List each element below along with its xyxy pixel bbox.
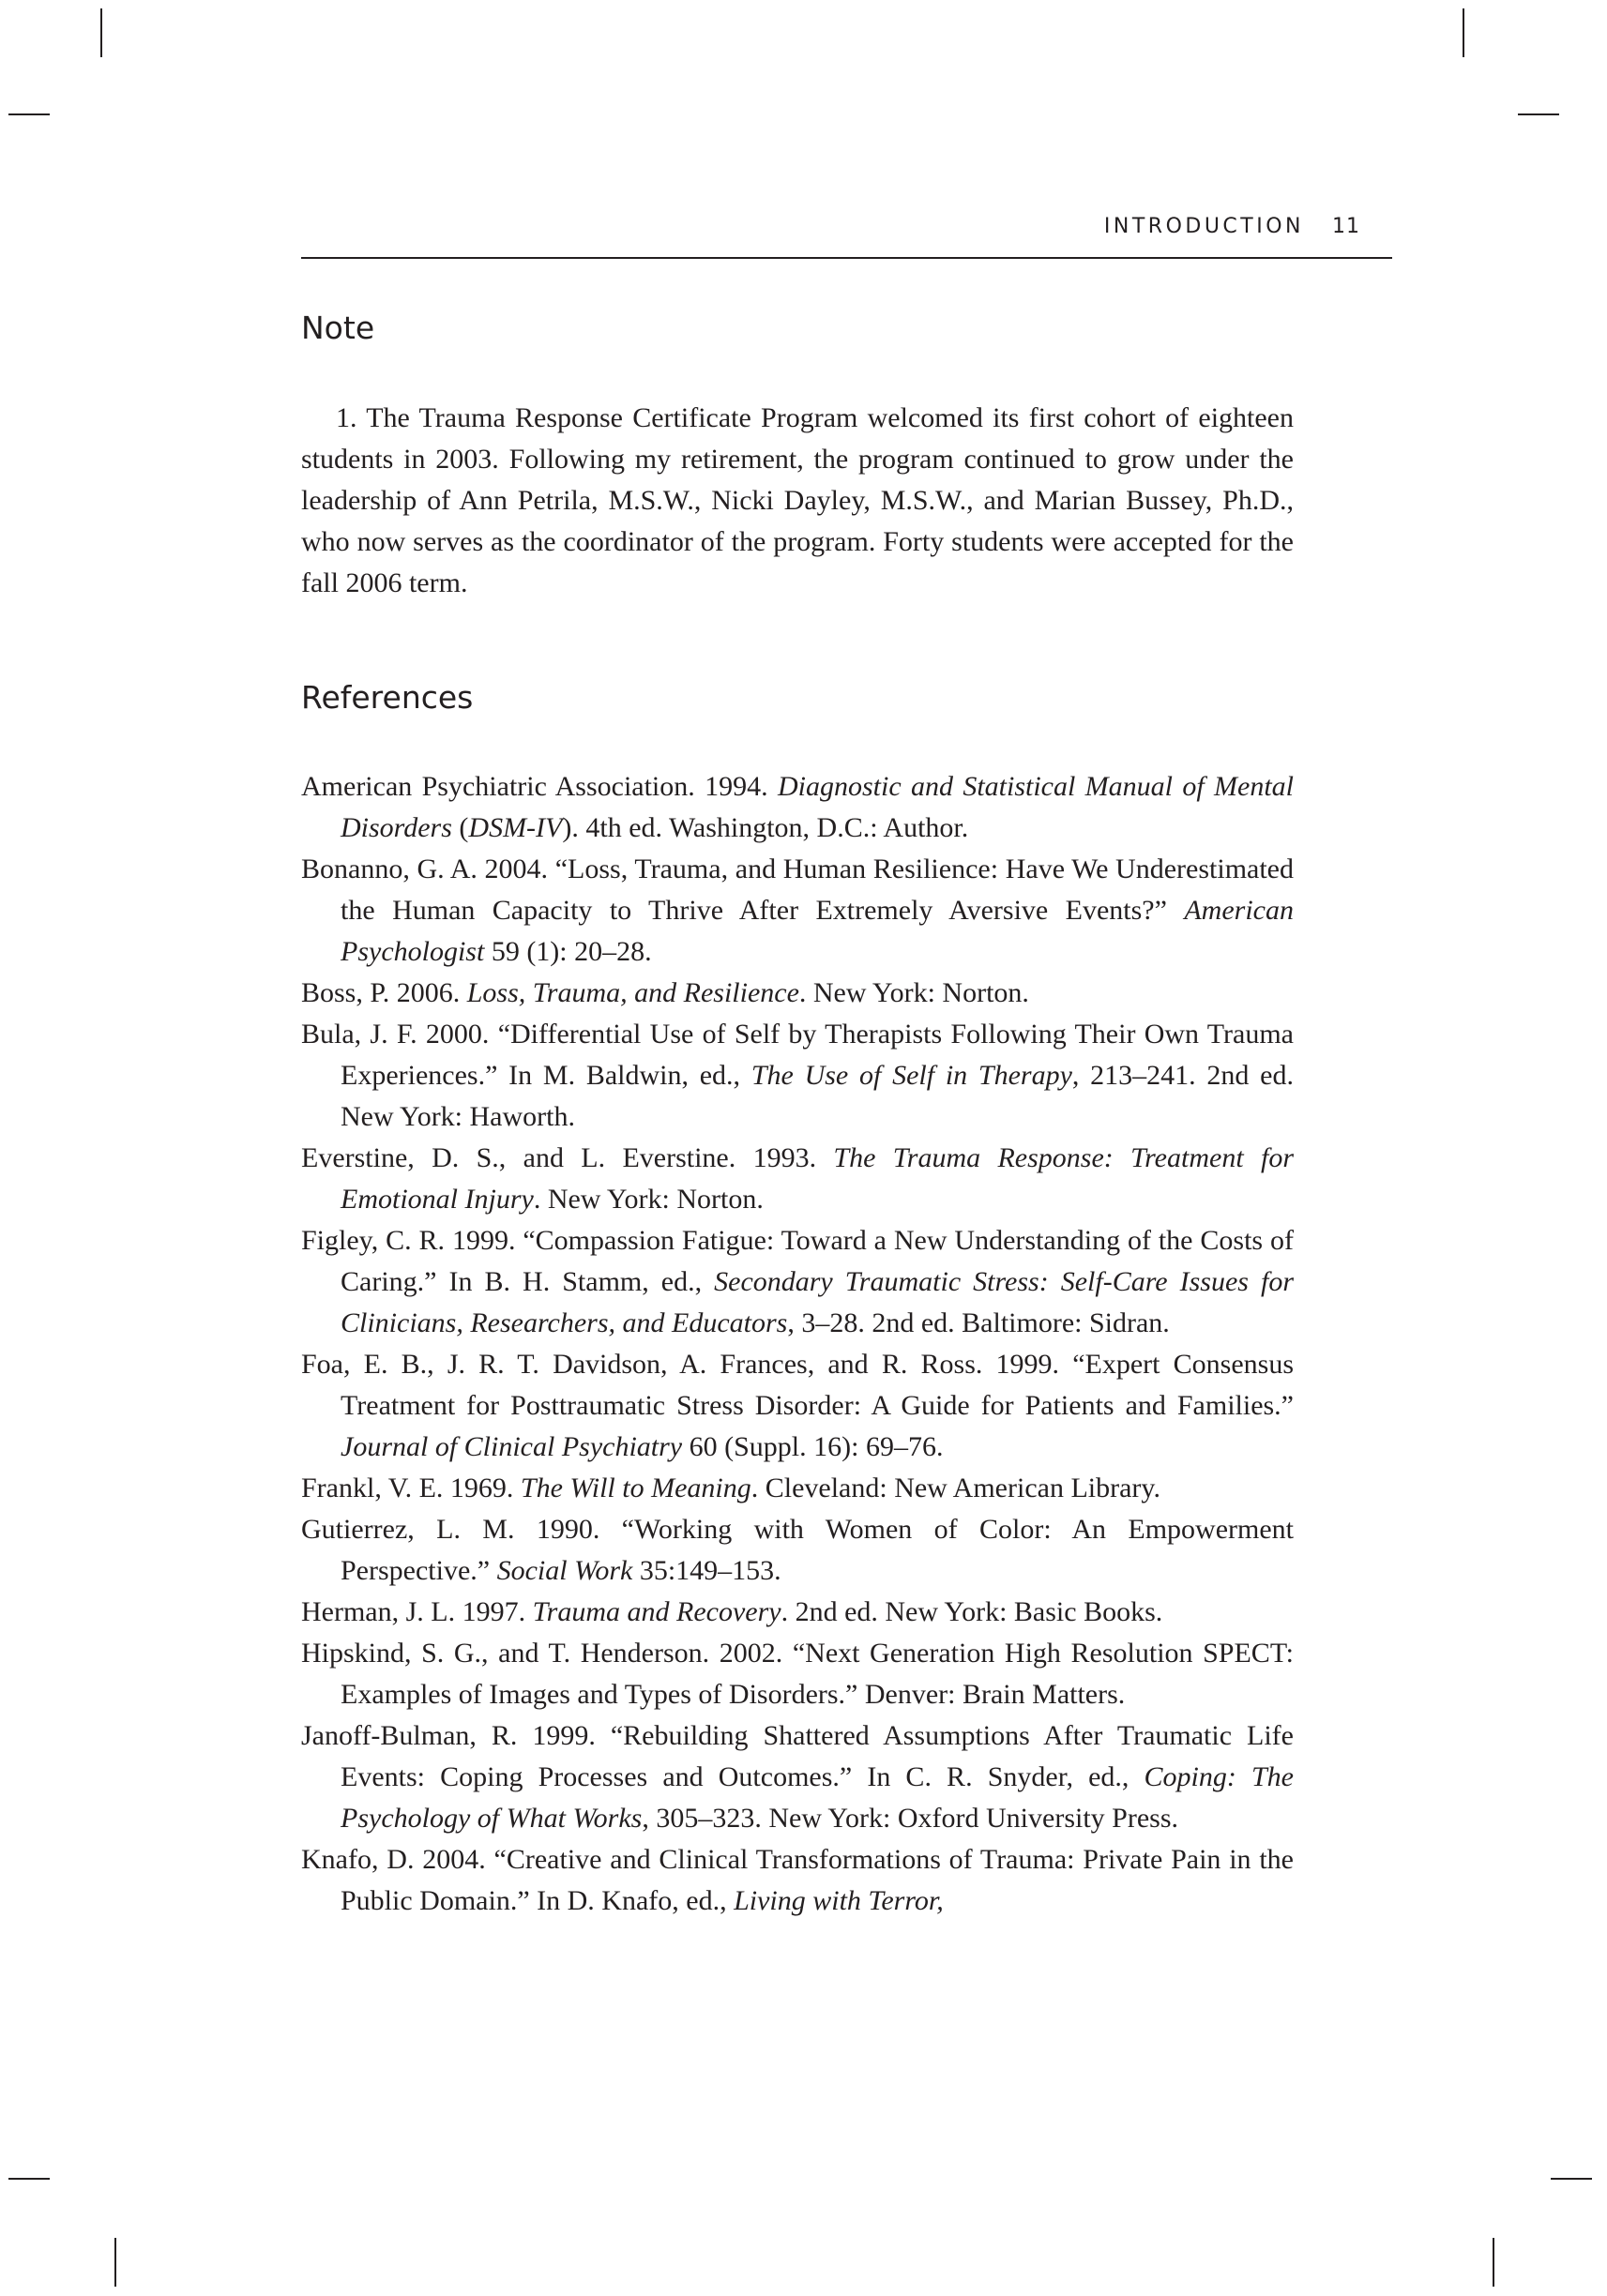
- reference-text: 35:149–153.: [632, 1555, 781, 1586]
- reference-entry: [301, 1014, 1294, 1138]
- crop-mark-top-right-horizontal: [1518, 113, 1559, 115]
- reference-entry: [301, 1220, 1294, 1344]
- reference-entry: [301, 973, 1294, 1014]
- reference-title: The Trauma Response: Treatment for Emotional Injury: [341, 1142, 1294, 1215]
- reference-title: Trauma and Recovery: [532, 1596, 781, 1627]
- note-paragraph: 1. The Trauma Response Certificate Program welcomed its first cohort of eighteen students in 2003. Following my retirement, the program continued to grow under the leadership of Ann Petrila, M.S.W., Nicki Dayley, M.S.W., and Marian Bussey, Ph.D., who now serves as the coordinator of the program. Forty students were accepted for the fall 2006 term.: [301, 402, 1294, 598]
- reference-title: The Will to Meaning: [520, 1473, 751, 1503]
- running-head: [1032, 215, 1360, 238]
- reference-text: . New York: Norton.: [533, 1184, 764, 1215]
- reference-entry: [301, 849, 1294, 973]
- page-number: 11: [1332, 215, 1360, 238]
- reference-title: Social Work: [496, 1555, 633, 1586]
- crop-mark-bottom-left-vertical: [114, 2238, 116, 2287]
- crop-mark-top-left-vertical: [100, 8, 102, 57]
- crop-mark-bottom-left-horizontal: [8, 2178, 50, 2180]
- references-heading: References: [301, 679, 474, 716]
- note-heading: Note: [301, 310, 375, 346]
- reference-text: . Cleveland: New American Library.: [750, 1473, 1160, 1503]
- crop-mark-top-left-horizontal: [8, 113, 50, 115]
- reference-entry: [301, 1468, 1294, 1509]
- running-head-title: INTRODUCTION: [1103, 215, 1304, 238]
- reference-text: ). 4th ed. Washington, D.C.: Author.: [562, 812, 969, 843]
- header-rule: [301, 257, 1392, 259]
- reference-title: Loss, Trauma, and Resilience: [466, 977, 799, 1008]
- reference-entry: [301, 1839, 1294, 1922]
- reference-text: , 213–241. 2nd ed. New York: Haworth.: [341, 1060, 1294, 1132]
- reference-entry: [301, 1138, 1294, 1220]
- reference-title: The Use of Self in Therapy: [750, 1060, 1072, 1091]
- reference-text: Frankl, V. E. 1969.: [301, 1473, 521, 1503]
- reference-entry: [301, 766, 1294, 849]
- reference-text: Hipskind, S. G., and T. Henderson. 2002. “Next Generation High Resolution SPECT: Examples of Images and Types of Disorders.” Denver: Brain Matters.: [301, 1638, 1294, 1710]
- reference-entry: [301, 1633, 1294, 1715]
- reference-text: (: [451, 812, 469, 843]
- reference-entry: [301, 1715, 1294, 1839]
- reference-text: . New York: Norton.: [798, 977, 1029, 1008]
- reference-title: American Psychologist: [341, 895, 1294, 967]
- reference-text: Figley, C. R. 1999. “Compassion Fatigue: Toward a New Understanding of the Costs of Caring.” In B. H. Stamm, ed.,: [301, 1225, 1294, 1297]
- reference-text: Janoff-Bulman, R. 1999. “Rebuilding Shattered Assumptions After Traumatic Life Events: Coping Processes and Outcomes.” In C. R. Snyder, ed.,: [301, 1720, 1294, 1792]
- reference-title: Diagnostic and Statistical Manual of Mental Disorders: [341, 771, 1295, 843]
- reference-text: , 3–28. 2nd ed. Baltimore: Sidran.: [787, 1307, 1170, 1338]
- reference-text: 59 (1): 20–28.: [484, 936, 652, 967]
- reference-text: Boss, P. 2006.: [301, 977, 467, 1008]
- reference-text: , 305–323. New York: Oxford University Press.: [642, 1803, 1178, 1834]
- reference-text: Bonanno, G. A. 2004. “Loss, Trauma, and Human Resilience: Have We Underestimated the Human Capacity to Thrive After Extremely Aversive Events?”: [301, 853, 1294, 926]
- reference-text: Herman, J. L. 1997.: [301, 1596, 533, 1627]
- crop-mark-bottom-right-vertical: [1493, 2238, 1494, 2287]
- reference-title: Journal of Clinical Psychiatry: [341, 1431, 683, 1462]
- reference-title: DSM-IV: [468, 812, 563, 843]
- reference-title: Living with Terror,: [734, 1885, 944, 1916]
- reference-text: . 2nd ed. New York: Basic Books.: [781, 1596, 1163, 1627]
- reference-text: Everstine, D. S., and L. Everstine. 1993.: [301, 1142, 834, 1173]
- reference-text: American Psychiatric Association. 1994.: [301, 771, 778, 802]
- references-list: [301, 766, 1294, 1922]
- reference-text: 60 (Suppl. 16): 69–76.: [682, 1431, 944, 1462]
- reference-text: Foa, E. B., J. R. T. Davidson, A. Frances, and R. Ross. 1999. “Expert Consensus Treatment for Posttraumatic Stress Disorder: A Guide for Patients and Families.”: [301, 1349, 1294, 1421]
- reference-entry: [301, 1344, 1294, 1468]
- reference-text: Bula, J. F. 2000. “Differential Use of Self by Therapists Following Their Own Trauma Experiences.” In M. Baldwin, ed.,: [301, 1019, 1294, 1091]
- reference-text: Knafo, D. 2004. “Creative and Clinical Transformations of Trauma: Private Pain in the Public Domain.” In D. Knafo, ed.,: [301, 1844, 1294, 1916]
- reference-entry: [301, 1509, 1294, 1592]
- crop-mark-top-right-vertical: [1463, 8, 1464, 57]
- crop-mark-bottom-right-horizontal: [1551, 2178, 1592, 2180]
- reference-title: Secondary Traumatic Stress: Self-Care Issues for Clinicians, Researchers, and Educators: [341, 1266, 1294, 1338]
- reference-entry: [301, 1592, 1294, 1633]
- reference-title: Coping: The Psychology of What Works: [341, 1761, 1294, 1834]
- reference-text: Gutierrez, L. M. 1990. “Working with Women of Color: An Empowerment Perspective.”: [301, 1514, 1294, 1586]
